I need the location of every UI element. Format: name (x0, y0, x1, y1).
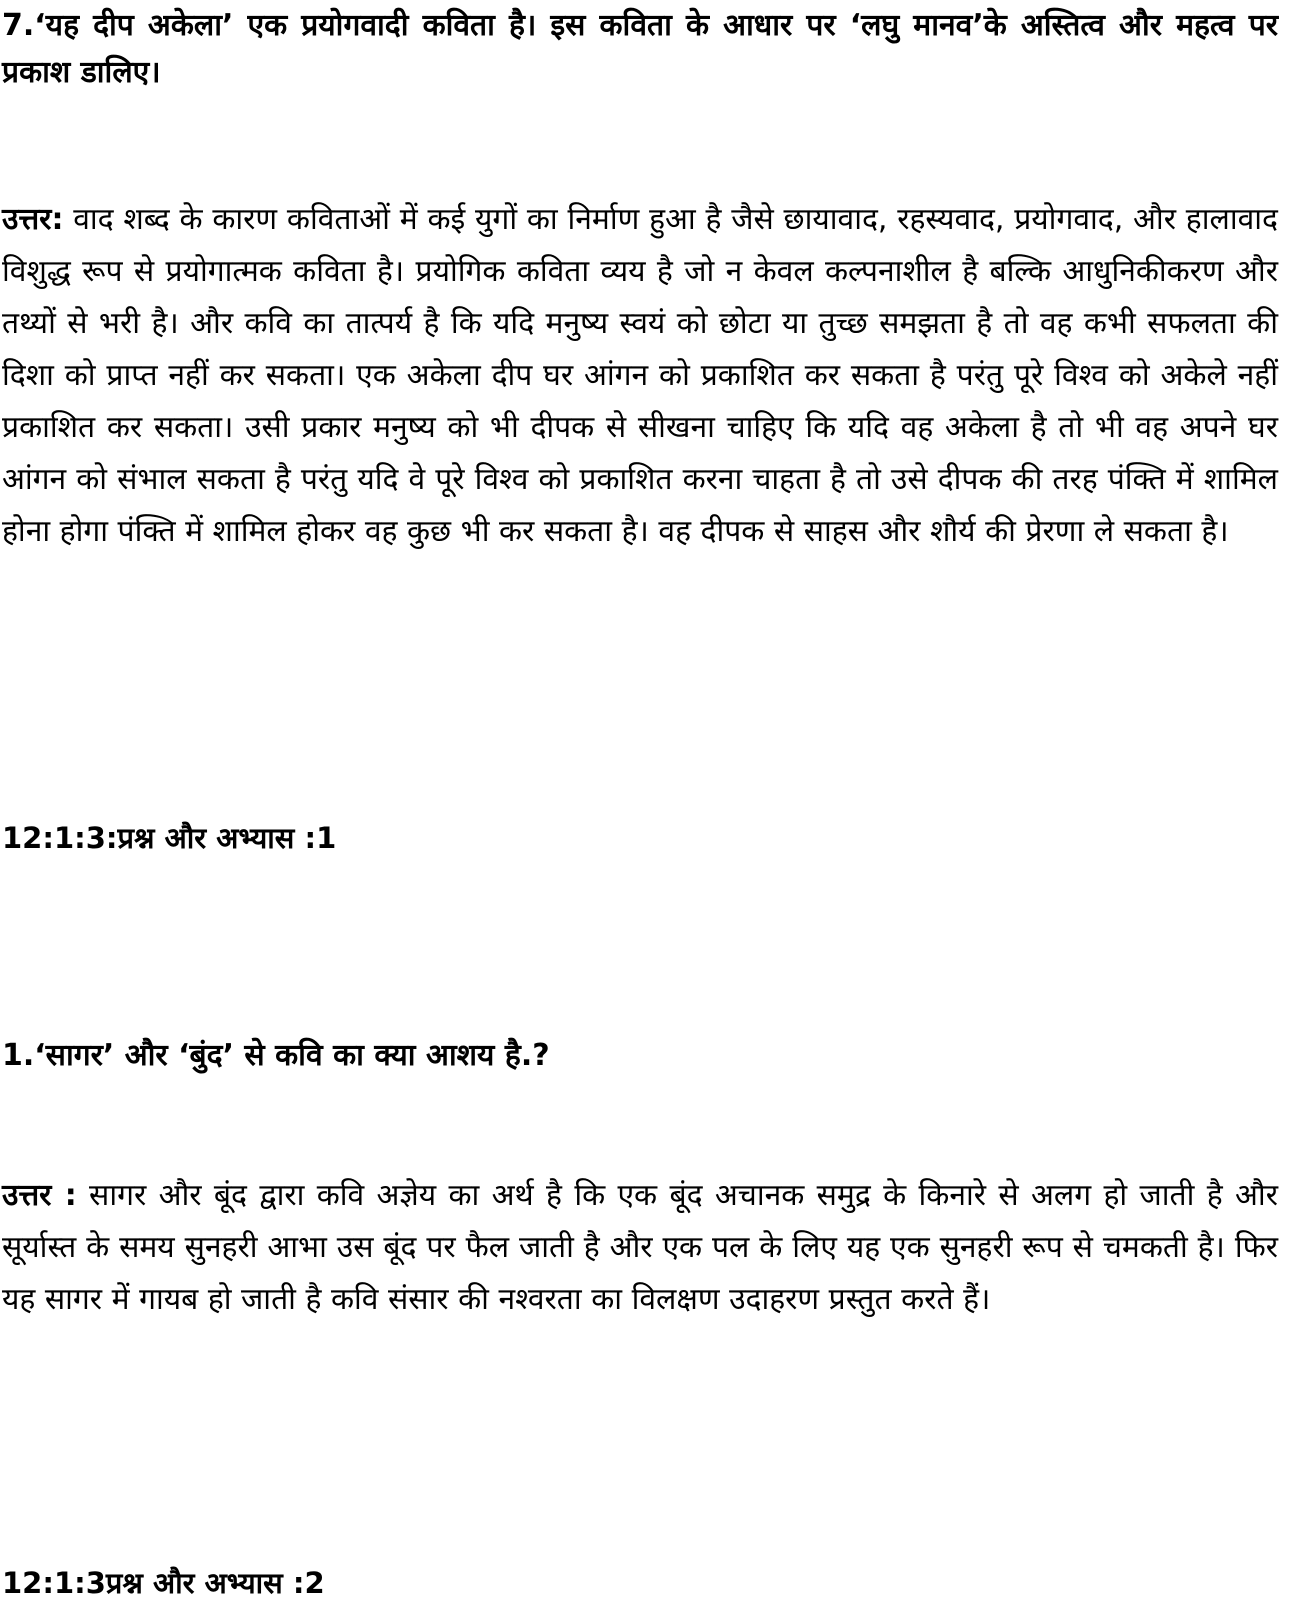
answer-label: उत्तर: (2, 202, 64, 237)
answer-1 (2, 1170, 1278, 1326)
section-heading-1: 12:1:3:प्रश्न और अभ्यास :1 (2, 821, 337, 855)
answer-text: वाद शब्द के कारण कविताओं में कई युगों का निर्माण हुआ है जैसे छायावाद, रहस्यवाद, प्रयोगवाद, और हालावाद विशुद्ध रूप से प्रयोगात्मक कविता है। प्रयोगिक कविता व्यय है जो न केवल कल्पनाशील है बल्कि आधुनिकीकरण और तथ्यों से भरी है। और कवि का तात्पर्य है कि यदि मनुष्य स्वयं को छोटा या तुच्छ समझता है तो वह कभी सफलता की दिशा को प्राप्त नहीं कर सकता। एक अकेला दीप घर आंगन को प्रकाशित कर सकता है परंतु पूरे विश्व को अकेले नहीं प्रकाशित कर सकता। उसी प्रकार मनुष्य को भी दीपक से सीखना चाहिए कि यदि वह अकेला है तो भी वह अपने घर आंगन को संभाल सकता है परंतु यदि वे पूरे विश्व को प्रकाशित करना चाहता है तो उसे दीपक की तरह पंक्ति में शामिल होना होगा पंक्ति में शामिल होकर वह कुछ भी कर सकता है। वह दीपक से साहस और शौर्य की प्रेरणा ले सकता है। (2, 202, 1278, 549)
answer-label: उत्तर : (2, 1178, 77, 1213)
answer-text: सागर और बूंद द्वारा कवि अज्ञेय का अर्थ है कि एक बूंद अचानक समुद्र के किनारे से अलग हो जाती है और सूर्यास्त के समय सुनहरी आभा उस बूंद पर फैल जाती है और एक पल के लिए यह एक सुनहरी रूप से चमकती है। फिर यह सागर में गायब हो जाती है कवि संसार की नश्वरता का विलक्षण उदाहरण प्रस्तुत करते हैं। (2, 1178, 1278, 1317)
section-heading-2: 12:1:3प्रश्न और अभ्यास :2 (2, 1566, 325, 1600)
answer-7 (2, 194, 1278, 558)
question-1: 1.‘सागर’ और ‘बुंद’ से कवि का क्या आशय है.? (2, 1038, 550, 1073)
question-7: 7.‘यह दीप अकेला’ एक प्रयोगवादी कविता है। इस कविता के आधार पर ‘लघु मानव’के अस्तित्व और महत्व पर प्रकाश डालिए। (2, 8, 1278, 90)
